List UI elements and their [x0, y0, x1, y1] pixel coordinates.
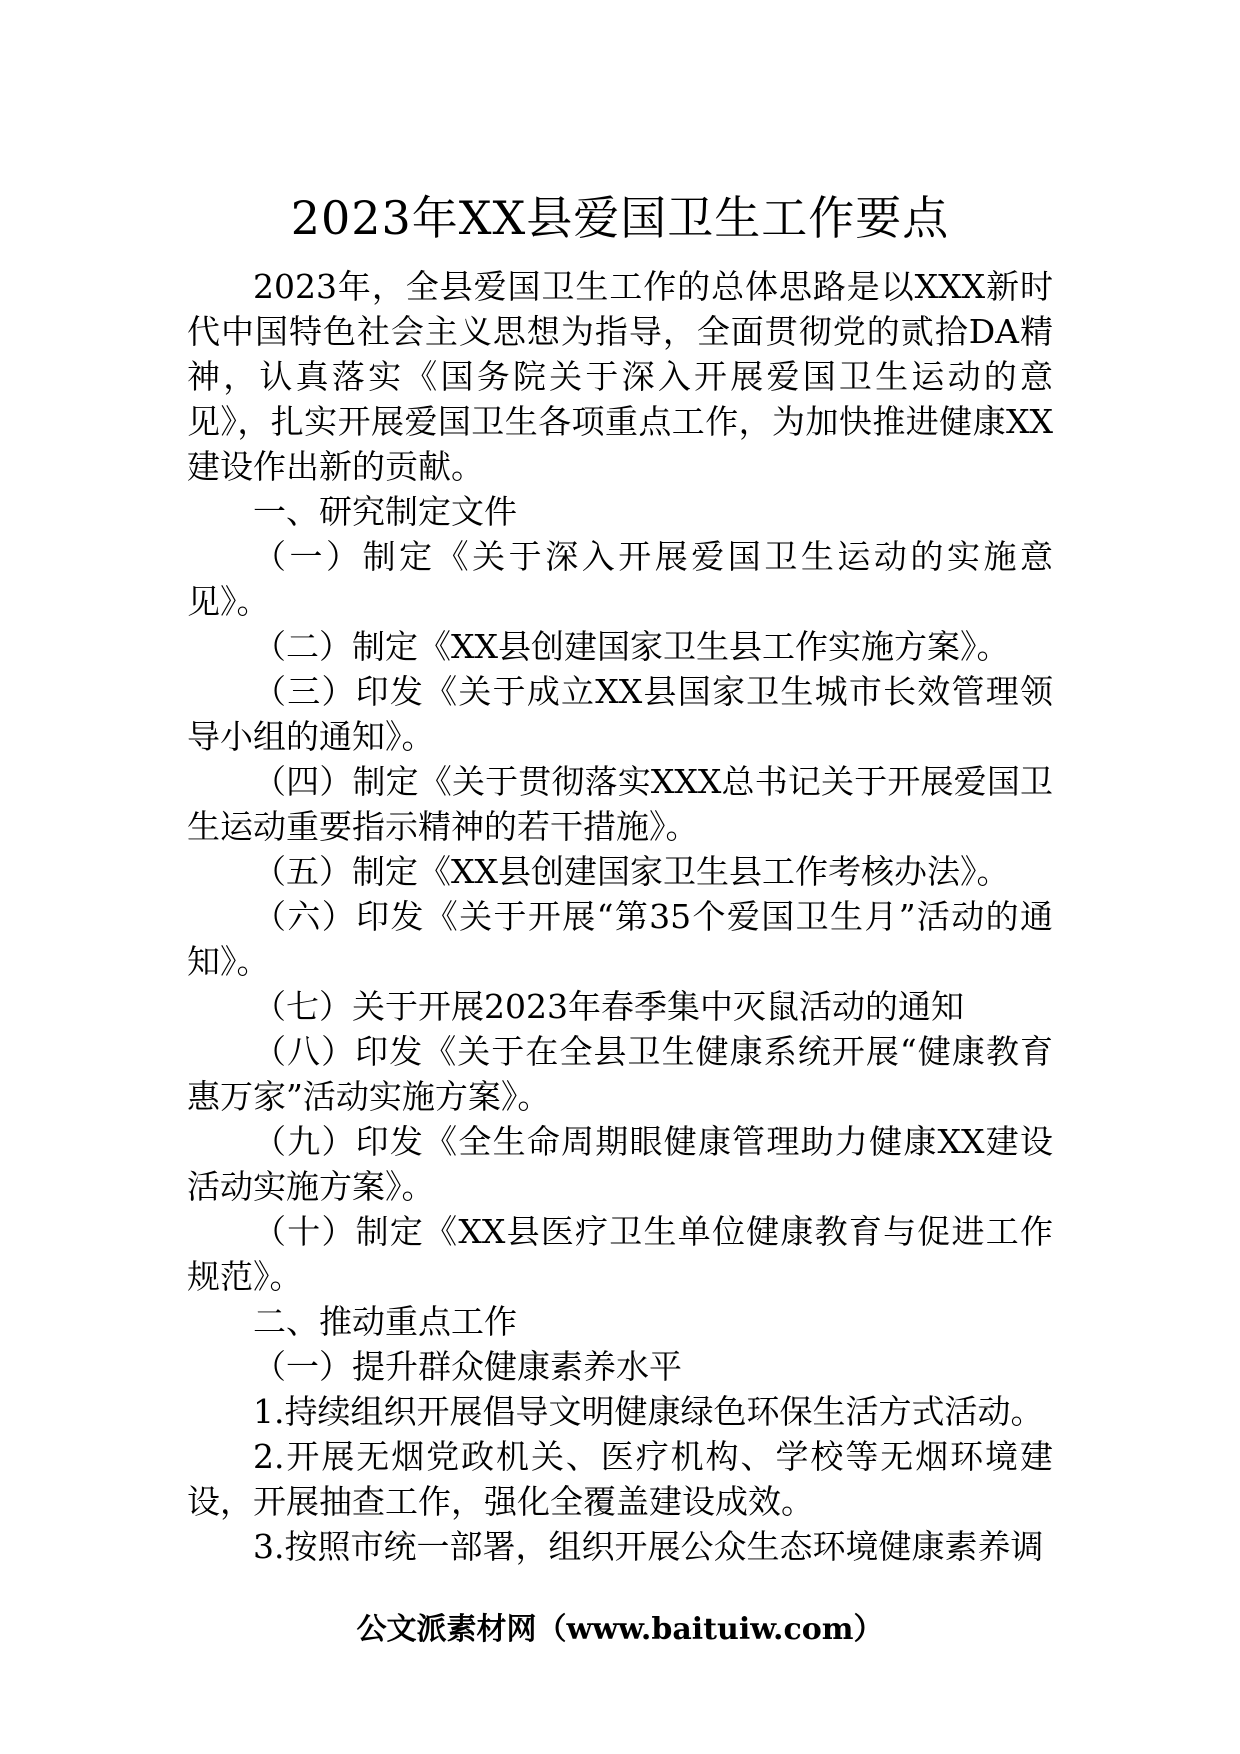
list-item: （二）制定《XX县创建国家卫生县工作实施方案》。 — [253, 627, 1010, 666]
list-item: （一）制定《关于深入开展爱国卫生运动的实施意见》。 — [187, 537, 1053, 621]
list-item: （四）制定《关于贯彻落实XXX总书记关于开展爱国卫生运动重要指示精神的若干措施》。 — [187, 762, 1053, 846]
document-title: 2023年XX县爱国卫生工作要点 — [290, 191, 950, 245]
list-item: （十）制定《XX县医疗卫生单位健康教育与促进工作规范》。 — [187, 1212, 1053, 1296]
section-heading: 二、推动重点工作 — [253, 1302, 517, 1341]
list-item: （九）印发《全生命周期眼健康管理助力健康XX建设活动实施方案》。 — [187, 1122, 1053, 1206]
list-item: （三）印发《关于成立XX县国家卫生城市长效管理领导小组的通知》。 — [187, 672, 1053, 756]
intro-paragraph: 2023年，全县爱国卫生工作的总体思路是以XXX新时代中国特色社会主义思想为指导，全面贯彻党的贰拾DA精神，认真落实《国务院关于深入开展爱国卫生运动的意见》，扎实开展爱国卫生各项重点工作，为加快推进健康XX建设作出新的贡献。 — [187, 267, 1053, 486]
list-item: （五）制定《XX县创建国家卫生县工作考核办法》。 — [253, 852, 1010, 891]
document-body — [187, 264, 1053, 1569]
list-item: 3.按照市统一部署，组织开展公众生态环境健康素养调 — [253, 1527, 1044, 1566]
list-item: 1.持续组织开展倡导文明健康绿色环保生活方式活动。 — [253, 1392, 1044, 1431]
list-item: （八）印发《关于在全县卫生健康系统开展“健康教育惠万家”活动实施方案》。 — [187, 1032, 1053, 1116]
footer-watermark: 公文派素材网（www.baituiw.com） — [356, 1612, 884, 1647]
list-item: （七）关于开展2023年春季集中灭鼠活动的通知 — [253, 987, 964, 1026]
list-item: 2.开展无烟党政机关、医疗机构、学校等无烟环境建设，开展抽查工作，强化全覆盖建设成效。 — [187, 1437, 1053, 1521]
list-item: （六）印发《关于开展“第35个爱国卫生月”活动的通知》。 — [187, 897, 1053, 981]
subsection-heading: （一）提升群众健康素养水平 — [253, 1347, 682, 1386]
section-heading: 一、研究制定文件 — [253, 492, 517, 531]
